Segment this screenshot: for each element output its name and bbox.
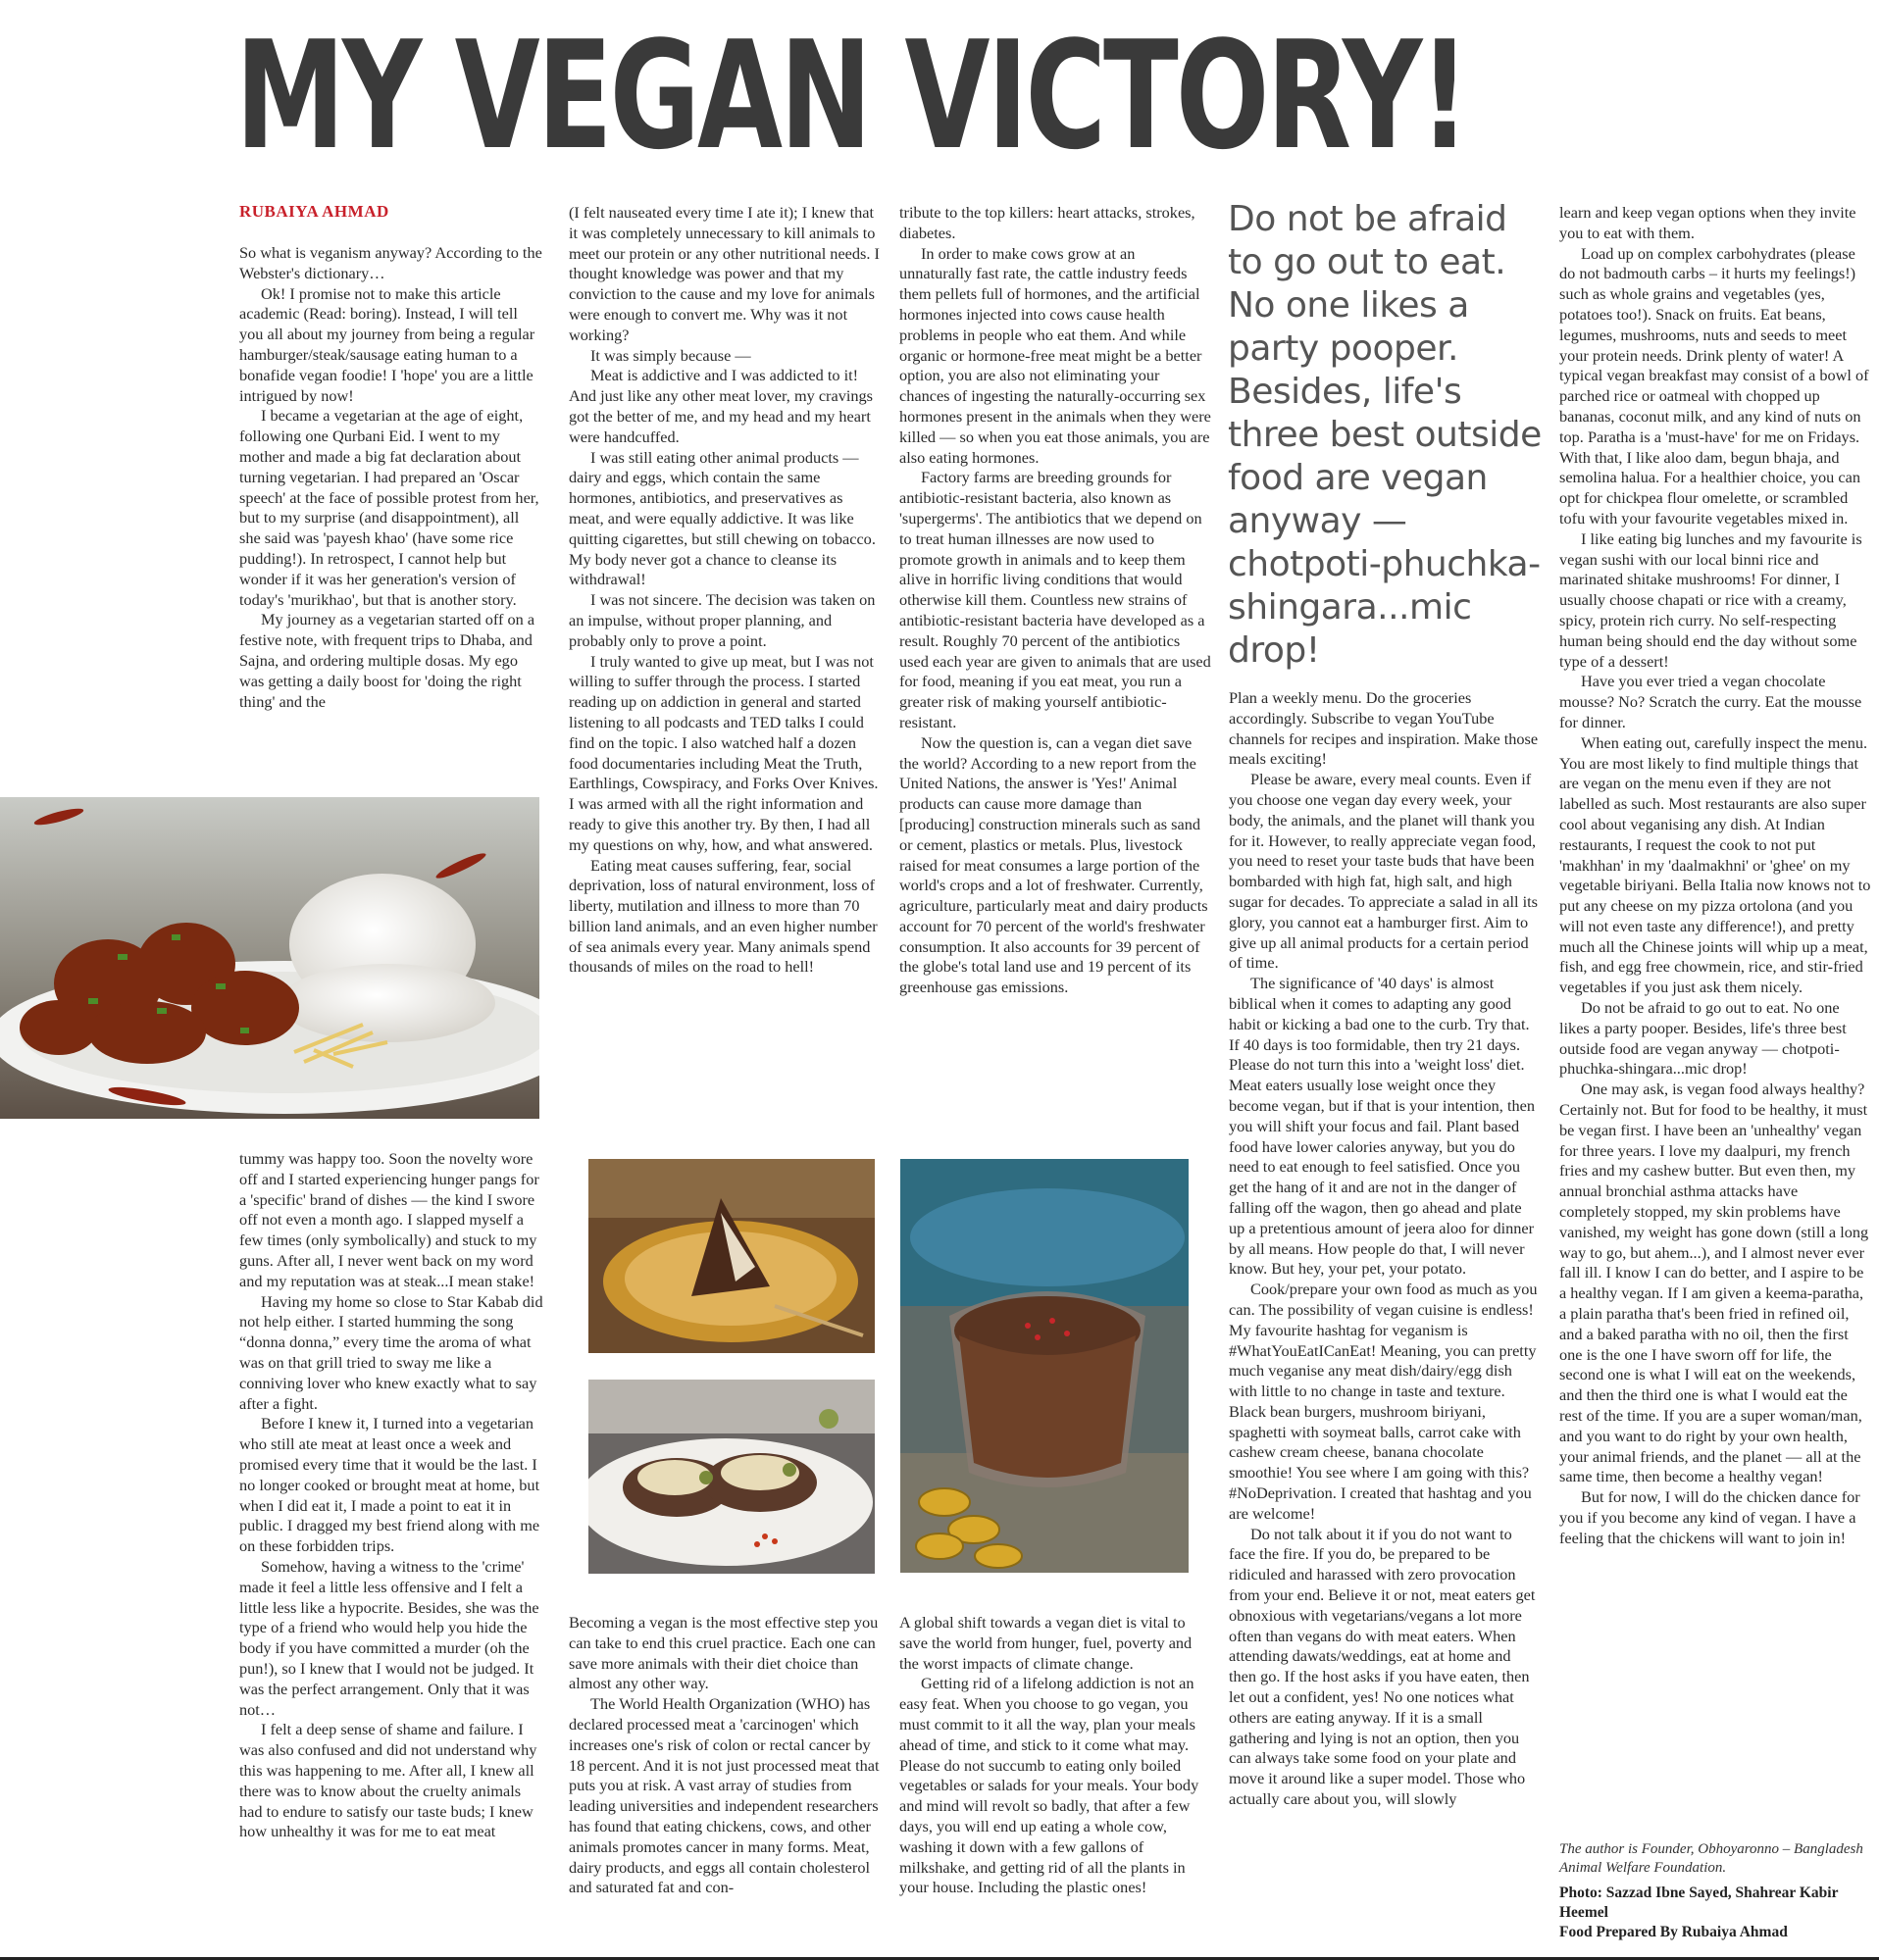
column-3-bottom [899,1613,1211,1898]
photo-chocolate-mousse [900,1159,1189,1573]
paragraph: I was still eating other animal products — dairy and eggs, which contain the same hormones, antibiotics, and preservatives as meat, and were equally addictive. It was like quitting cigarettes, but still chewing on tobacco. My body never got a chance to cleanse its withdrawal! [569,447,876,589]
paragraph: I like eating big lunches and my favourite is vegan sushi with our local binni rice and marinated shitake mushrooms! For dinner, I usually choose chapati or rice with a creamy, spicy, protein rich curry. No self-respecting human being should end the day without some type of a dessert! [1559,528,1862,671]
paragraph: Having my home so close to Star Kabab did not help either. I started humming the song “donna donna,” every time the aroma of what was on that grill tried to sway me like a conniving lover who knew exactly what to say after a fight. [239,1291,543,1413]
paragraph: Cook/prepare your own food as much as you can. The possibility of vegan cuisine is endless! My favourite hashtag for veganism is #WhatYouEatICanEat! Meaning, you can pretty much veganise any meat dish/dairy/egg dish with little to no change in taste and texture. Black bean burgers, mushroom biriyani, spaghetti with soymeat balls, carrot cake with cashew cream cheese, banana chocolate smoothie! You see where I am going with this? #NoDeprivation. I created that hashtag and you are welcome! [1229,1280,1538,1523]
paragraph: Becoming a vegan is the most effective step you can take to end this cruel practice. Each one can save more animals with their diet choice than almost any other way. [569,1613,879,1693]
paragraph: I was not sincere. The decision was taken on an impulse, without proper planning, and probably only to prove a point. [569,590,876,650]
paragraph: So what is veganism anyway? According to the Webster's dictionary… [239,243,542,282]
paragraph: My journey as a vegetarian started off on a festive note, with frequent trips to Dhaba, and Sajna, and ordering multiple dosas. My ego was getting a daily boost for 'doing the right thing' and the [239,610,535,711]
paragraph: learn and keep vegan options when they invite you to eat with them. [1559,203,1856,242]
paragraph: It was simply because — [590,345,751,365]
column-4 [1229,688,1541,1810]
paragraph: Somehow, having a witness to the 'crime' made it feel a little less offensive and I felt a little less like a hypocrite. Besides, she was the type of a friend who would help you hide the body if you have committed a murder (oh the pun!), so I knew that I would not be judged. It was the perfect arrangement. Only that it was not… [239,1556,539,1719]
paragraph: One may ask, is vegan food always healthy? Certainly not. But for food to be healthy, it must be vegan first. I have been an 'unhealthy' vegan for three years. I love my daalpuri, my french fries and my cashew butter. But even then, my annual bronchial asthma attacks have completely stopped, my skin problems have vanished, my weight has gone down (still a long way to go, but ahem...), and I almost never ever fall ill. I know I can do better, and I aspire to be a healthy vegan. If I am given a keema-paratha, a plain paratha that's been fried in refined oil, and a baked paratha with no oil, then the first one is the one I have sworn off for life, the second one is what I will eat on the weekends, and then the third one is what I would eat the rest of the time. If you are a super woman/man, and you want to do right by your own health, your animal friends, and the planet — all at the same time, then become a healthy vegan! [1559,1080,1869,1486]
paragraph: Getting rid of a lifelong addiction is not an easy feat. When you choose to go vegan, you must commit to it all the way, plan your meals ahead of time, and stick to it come what may. Please do not succumb to eating only boiled vegetables or salads for your meals. Your body and mind will revolt so badly, that after a few days, you will end up eating a whole cow, washing it down with a few gallons of milkshake, and getting rid of all the plants in your house. Including the plastic ones! [899,1674,1199,1897]
paragraph: Do not talk about it if you do not want to face the fire. If you do, be prepared to be ridiculed and harassed with zero provocation from your end. Believe it or not, meat eaters get obnoxious with vegetarians/vegans a lot more often than vegans do with meat eaters. When attending dawats/weddings, eat at home and then go. If the host asks if you have eaten, then let out a confident, yes! No one notices what others are eating anyway. If it is a small gathering and lying is not an option, then you can always take some food on your plate and move it around like a super model. Those who actually care about you, will slowly [1229,1524,1536,1809]
paragraph: Have you ever tried a vegan chocolate mousse? No? Scratch the curry. Eat the mousse for dinner. [1559,672,1862,731]
author-note: The author is Founder, Obhoyaronno – Bangladesh Animal Welfare Foundation. [1559,1841,1863,1876]
dish-photo-icon [900,1159,1189,1573]
paragraph: (I felt nauseated every time I ate it); I knew that it was completely unnecessary to kill animals to meet our protein or any other nutritional needs. I thought knowledge was power and that my conviction to the cause and my love for animals were enough to convert me. Why was it not working? [569,203,880,344]
paragraph: Do not be afraid to go out to eat. No one likes a party pooper. Besides, life's three best outside food are vegan anyway — chotpoti-phuchka-shingara...mic drop! [1559,998,1847,1079]
paragraph: The significance of '40 days' is almost biblical when it comes to adapting any good habit or kicking a bad one to the curb. Try that. If 40 days is too formidable, then try 21 days. Please do not turn this into a 'weight loss' diet. Meat eaters usually lose weight once they become vegan, but if that is your intention, then you will shift your focus and fail. Plant based food have lower calories anyway, but you do need to eat enough to feel satisfied. Once you get the hang of it and are not in the danger of falling off the wagon, then go ahead and plate up a pretentious amount of jeera aloo for dinner by all means. How people do that, I will never know. But hey, your pet, your potato. [1229,974,1535,1279]
paragraph: The World Health Organization (WHO) has declared processed meat a 'carcinogen' which increases one's risk of colon or rectal cancer by 18 percent. And it is not just processed meat that puts you at risk. A vast array of studies from leading universities and independent researchers has found that eating chickens, cows, and other animals promotes cancer in many forms. Meat, dairy products, and eggs all contain cholesterol and saturated fat and con- [569,1694,880,1897]
dish-photo-icon [0,797,539,1119]
photo-eggplant-spread [588,1380,875,1574]
paragraph: Before I knew it, I turned into a vegetarian who still ate meat at least once a week and promised every time that it would be the last. I no longer cooked or brought meat at home, but when I did eat it, I made a point to eat it in public. I dragged my best friend along with me on these forbidden trips. [239,1414,540,1556]
paragraph: Now the question is, can a vegan diet save the world? According to a new report from the United Nations, the answer is 'Yes!' Animal products can cause more damage than [producing] construction minerals such as sand or cement, plastics or metals. Plus, livestock raised for meat consumes a large portion of the world's crops and a lot of freshwater. Currently, agriculture, particularly meat and dairy products account for 70 percent of the world's freshwater consumption. It also accounts for 39 percent of the globe's total land use and 19 percent of its greenhouse gas emissions. [899,732,1208,997]
photo-chocolate-cake [588,1159,875,1353]
byline: RUBAIYA AHMAD [239,202,389,221]
photo-credit-line: Photo: Sazzad Ibne Sayed, Shahrear Kabir Heemel [1559,1885,1839,1921]
paragraph: When eating out, carefully inspect the menu. You are most likely to find multiple things that are vegan on the menu even if they are not labelled as such. Most restaurants are also super cool about veganising any dish. At Indian restaurants, I request the cook to not put 'makhhan' in my 'daalmakhni' or 'ghee' on my vegetable biriyani. Bella Italia now knows not to put any cheese on my pizza ortolona (and you will not even taste any difference!), and pretty much all the Chinese joints will whip up a meat, fish, and egg free chowmein, rice, and stir-fried vegetables if you just ask them nicely. [1559,732,1871,997]
paragraph: Meat is addictive and I was addicted to it! And just like any other meat lover, my cravings got the better of me, and my head and my heart were handcuffed. [569,366,873,446]
photo-chilli-meat-rice [0,797,539,1119]
dish-photo-icon [588,1159,875,1353]
paragraph: tummy was happy too. Soon the novelty wore off and I started experiencing hunger pangs for a 'specific' brand of dishes — the kind I swore off not even a month ago. I slapped myself a few times (only symbolically) and stuck to my guns. After all, I never went back on my word and my reputation was at steak...I mean stake! [239,1149,539,1290]
photo-credit [1559,1884,1863,1942]
column-1-top [239,243,543,712]
paragraph: I felt a deep sense of shame and failure. I was also confused and did not understand why this was happening to me. After all, I knew all there was to know about the cruelty animals had to endure to satisfy our taste buds; I knew how unhealthy it was for me to eat meat [239,1720,537,1841]
paragraph: Ok! I promise not to make this article academic (Read: boring). Instead, I will tell you all about my journey from being a regular hamburger/steak/sausage eating human to a bonafide vegan foodie! I 'hope' you are a little intrigued by now! [239,283,535,405]
paragraph: I truly wanted to give up meat, but I was not willing to suffer through the process. I started reading up on addiction in general and started listening to all podcasts and TED talks I could find on the topic. I also watched half a dozen food documentaries including Meat the Truth, Earthlings, Cowspiracy, and Forks Over Knives. I was armed with all the right information and ready to give this another try. By then, I had all my questions on why, how, and what answered. [569,651,879,854]
paragraph: Factory farms are breeding grounds for antibiotic-resistant bacteria, also known as 'supergerms'. The antibiotics that we depend on to treat human illnesses are now used to promote growth in animals and to keep them alive in horrific living conditions that would otherwise kill them. Countless new strains of antibiotic-resistant bacteria have developed as a result. Roughly 70 percent of the antibiotics used each year are given to animals that are used for food, meaning if you eat meat, you run a greater risk of making yourself antibiotic-resistant. [899,468,1211,731]
headline: MY VEGAN VICTORY! [235,9,1467,182]
paragraph: But for now, I will do the chicken dance for you if you become any kind of vegan. I have a feeling that the chickens will want to join in! [1559,1487,1860,1547]
pull-quote: Do not be afraid to go out to eat. No one likes a party pooper. Besides, life's three best outside food are vegan anyway — chotpoti-phuchka-shingara...mic drop! [1228,199,1542,671]
column-5 [1559,203,1871,1549]
paragraph: Please be aware, every meal counts. Even if you choose one vegan day every week, your body, the animals, and the planet will thank you for it. However, to really appreciate vegan food, you need to reset your taste buds that have been bombarded with high fat, high salt, and high sugar for decades. To appreciate a salad in all its glory, you cannot eat a hamburger first. Aim to give up all animal products for a certain period of time. [1229,770,1539,973]
paragraph: I became a vegetarian at the age of eight, following one Qurbani Eid. I went to my mother and made a big fat declaration about turning vegetarian. I had prepared an 'Oscar speech' at the face of possible protest from her, but to my surprise (and disappointment), all she said was 'payesh khao' (have some rice pudding!). In retrospect, I cannot help but wonder if it was her generation's version of today's 'murikhao', but that is another story. [239,406,539,609]
column-2-top [569,203,881,978]
paragraph: In order to make cows grow at an unnaturally fast rate, the cattle industry feeds them pellets full of hormones, and the artificial hormones injected into cows cause health problems in people who eat them. And while organic or hormone-free meat might be a better option, you are also not eliminating your chances of ingesting the naturally-occurring sex hormones present in the animals when they were killed — so when you eat those animals, you are also eating hormones. [899,243,1211,467]
paragraph: tribute to the top killers: heart attacks, strokes, diabetes. [899,203,1195,242]
column-2-bottom [569,1613,881,1898]
paragraph: A global shift towards a vegan diet is vital to save the world from hunger, fuel, poverty and the worst impacts of climate change. [899,1613,1193,1673]
column-3-top [899,203,1211,998]
column-1-bottom [239,1149,543,1842]
paragraph: Plan a weekly menu. Do the groceries accordingly. Subscribe to vegan YouTube channels for recipes and inspiration. Make those meals exciting! [1229,688,1539,769]
food-credit-line: Food Prepared By Rubaiya Ahmad [1559,1924,1788,1940]
dish-photo-icon [588,1380,875,1574]
paragraph: Load up on complex carbohydrates (please do not badmouth carbs – it hurts my feelings!) such as whole grains and vegetables (yes, potatoes too!). Snack on fruits. Eat beans, legumes, mushrooms, nuts and seeds to meet your protein needs. Drink plenty of water! A typical vegan breakfast may consist of a bowl of parched rice or oatmeal with chopped up bananas, coconut milk, and any kind of nuts on top. Paratha is a 'must-have' for me on Fridays. With that, I like aloo dam, begun bhaja, and semolina halua. For a healthier choice, you can opt for chickpea flour omelette, or scrambled tofu with your favourite vegetables mixed in. [1559,243,1869,528]
paragraph: Eating meat causes suffering, fear, social deprivation, loss of natural environment, loss of liberty, mutilation and illness to more than 70 billion land animals, and an even higher number of sea animals every year. Many animals spend thousands of miles on the road to hell! [569,855,878,977]
